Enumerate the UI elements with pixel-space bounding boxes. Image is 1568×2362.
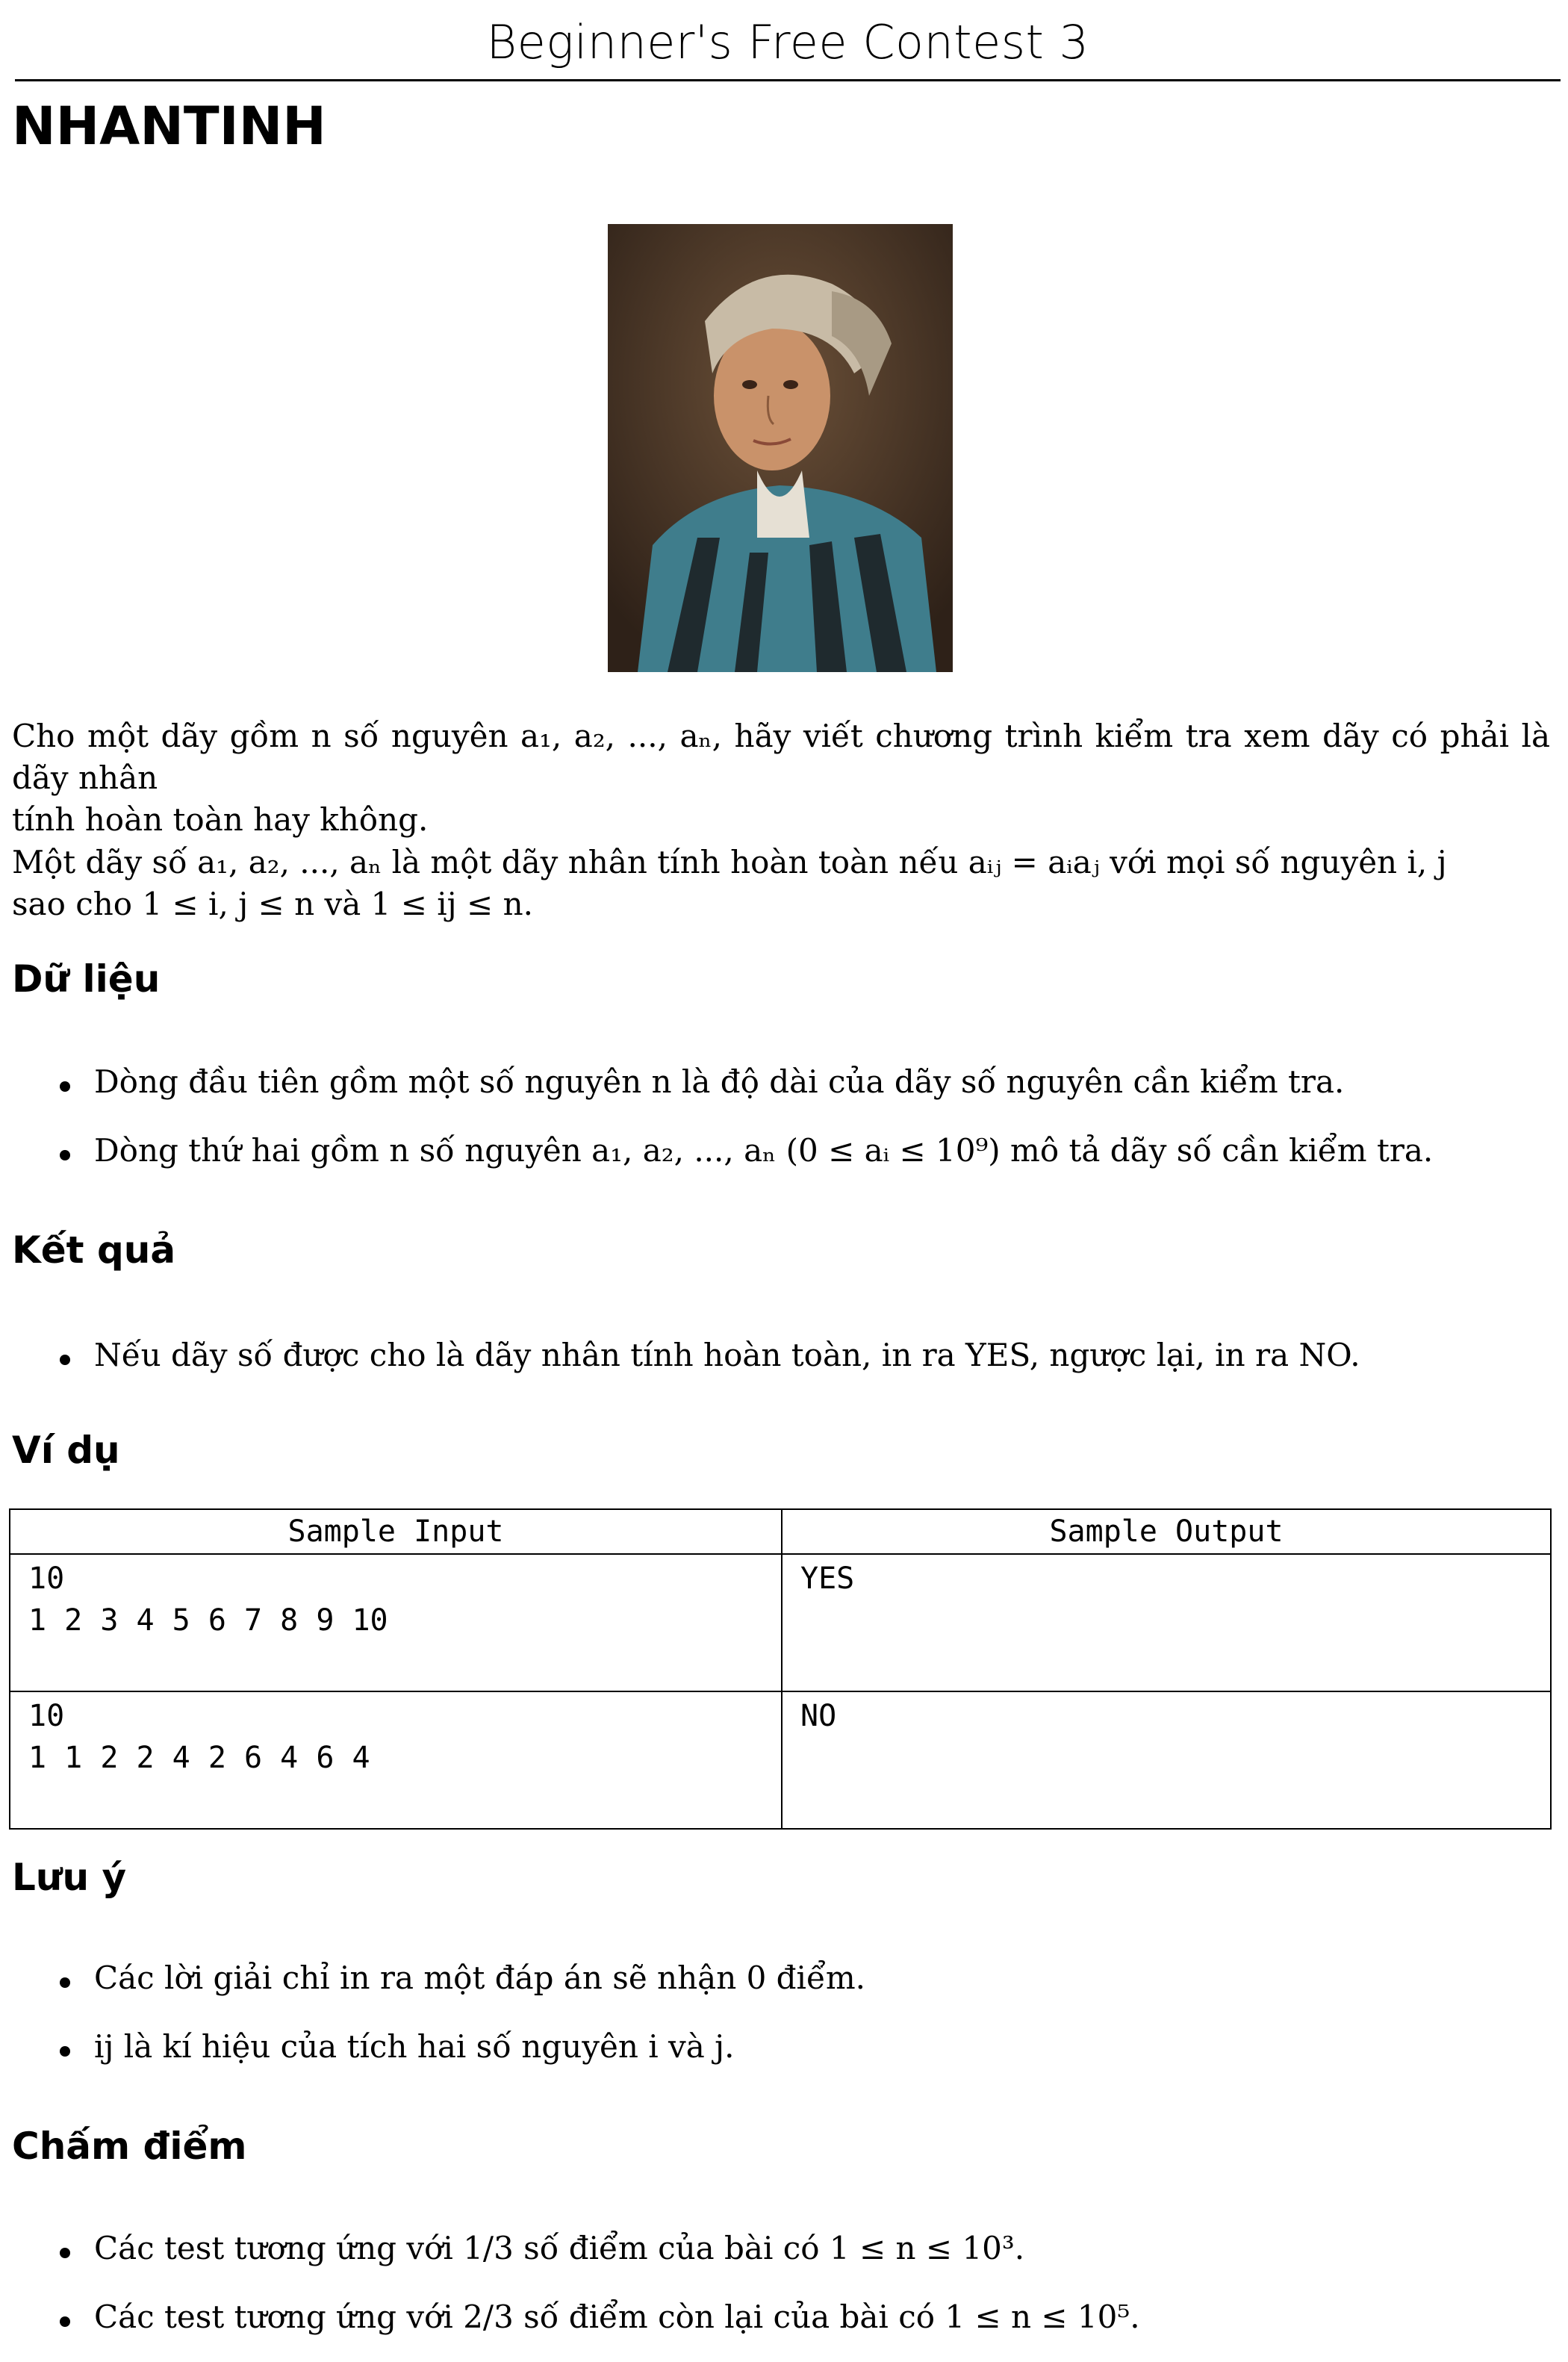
statement-p2-line2: sao cho 1 ≤ i, j ≤ n và 1 ≤ ij ≤ n.	[12, 886, 533, 922]
sample-output-cell	[782, 1554, 1551, 1691]
list-item	[60, 1132, 1433, 1169]
page-header	[15, 15, 1561, 81]
contest-title: Beginner's Free Contest 3	[486, 15, 1089, 69]
sample-input-cell	[10, 1691, 782, 1829]
sample-output-header: Sample Output	[782, 1509, 1551, 1554]
statement-paragraph-1	[12, 715, 1550, 841]
input-item-1: Dòng đầu tiên gồm một số nguyên n là độ dài của dãy số nguyên cần kiểm tra.	[94, 1063, 1345, 1100]
sample-input-line: 1 1 2 2 4 2 6 4 6 4	[28, 1741, 370, 1775]
sample-output-cell	[782, 1691, 1551, 1829]
bullet-dot	[60, 2316, 70, 2327]
list-item	[60, 2028, 735, 2065]
sample-output-line: YES	[800, 1561, 855, 1596]
list-item	[60, 2230, 1024, 2266]
scoring-section-title: Chấm điểm	[12, 2125, 247, 2168]
notes-section-title: Lưu ý	[12, 1856, 127, 1899]
bullet-dot	[60, 1150, 70, 1160]
bullet-dot	[60, 1081, 70, 1092]
note-item-2: ij là kí hiệu của tích hai số nguyên i và j.	[94, 2028, 735, 2065]
portrait-image	[608, 224, 953, 672]
sample-input-cell	[10, 1554, 782, 1691]
problem-title: NHANTINH	[12, 96, 326, 157]
bullet-dot	[60, 1355, 70, 1365]
statement-p2-line1: Một dãy số a₁, a₂, ..., aₙ là một dãy nhân tính hoàn toàn nếu aᵢⱼ = aᵢaⱼ với mọi số nguyên i, j	[12, 844, 1447, 880]
sample-output-line: NO	[800, 1699, 837, 1733]
sample-input-header: Sample Input	[10, 1509, 782, 1554]
bullet-dot	[60, 1977, 70, 1988]
bullet-dot	[60, 2248, 70, 2258]
list-item	[60, 1959, 865, 1996]
bullet-dot	[60, 2046, 70, 2057]
output-item-1: Nếu dãy số được cho là dãy nhân tính hoàn toàn, in ra YES, ngược lại, in ra NO.	[94, 1337, 1360, 1373]
examples-section-title: Ví dụ	[12, 1429, 120, 1472]
list-item	[60, 1063, 1344, 1100]
sample-input-line: 1 2 3 4 5 6 7 8 9 10	[28, 1603, 388, 1638]
output-section-title: Kết quả	[12, 1228, 176, 1272]
portrait-illustration	[608, 224, 953, 672]
sample-input-line: 10	[28, 1699, 65, 1733]
table-row	[10, 1691, 1551, 1829]
note-item-1: Các lời giải chỉ in ra một đáp án sẽ nhận 0 điểm.	[94, 1959, 865, 1996]
table-row	[10, 1554, 1551, 1691]
list-item	[60, 2299, 1140, 2335]
input-section-title: Dữ liệu	[12, 957, 161, 1001]
sample-table	[9, 1508, 1552, 1830]
input-item-2: Dòng thứ hai gồm n số nguyên a₁, a₂, ..., aₙ (0 ≤ aᵢ ≤ 10⁹) mô tả dãy số cần kiểm tra.	[94, 1132, 1434, 1169]
list-item	[60, 1337, 1360, 1373]
statement-p1-line1: Cho một dãy gồm n số nguyên a₁, a₂, ..., aₙ, hãy viết chương trình kiểm tra xem dãy có phải là dãy nhân	[12, 718, 1550, 796]
scoring-item-2: Các test tương ứng với 2/3 số điểm còn lại của bài có 1 ≤ n ≤ 10⁵.	[94, 2299, 1140, 2335]
sample-header-row	[10, 1509, 1551, 1554]
statement-p1-line2: tính hoàn toàn hay không.	[12, 801, 429, 838]
scoring-item-1: Các test tương ứng với 1/3 số điểm của bài có 1 ≤ n ≤ 10³.	[94, 2230, 1025, 2266]
statement-paragraph-2	[12, 842, 1550, 925]
sample-input-line: 10	[28, 1561, 65, 1596]
